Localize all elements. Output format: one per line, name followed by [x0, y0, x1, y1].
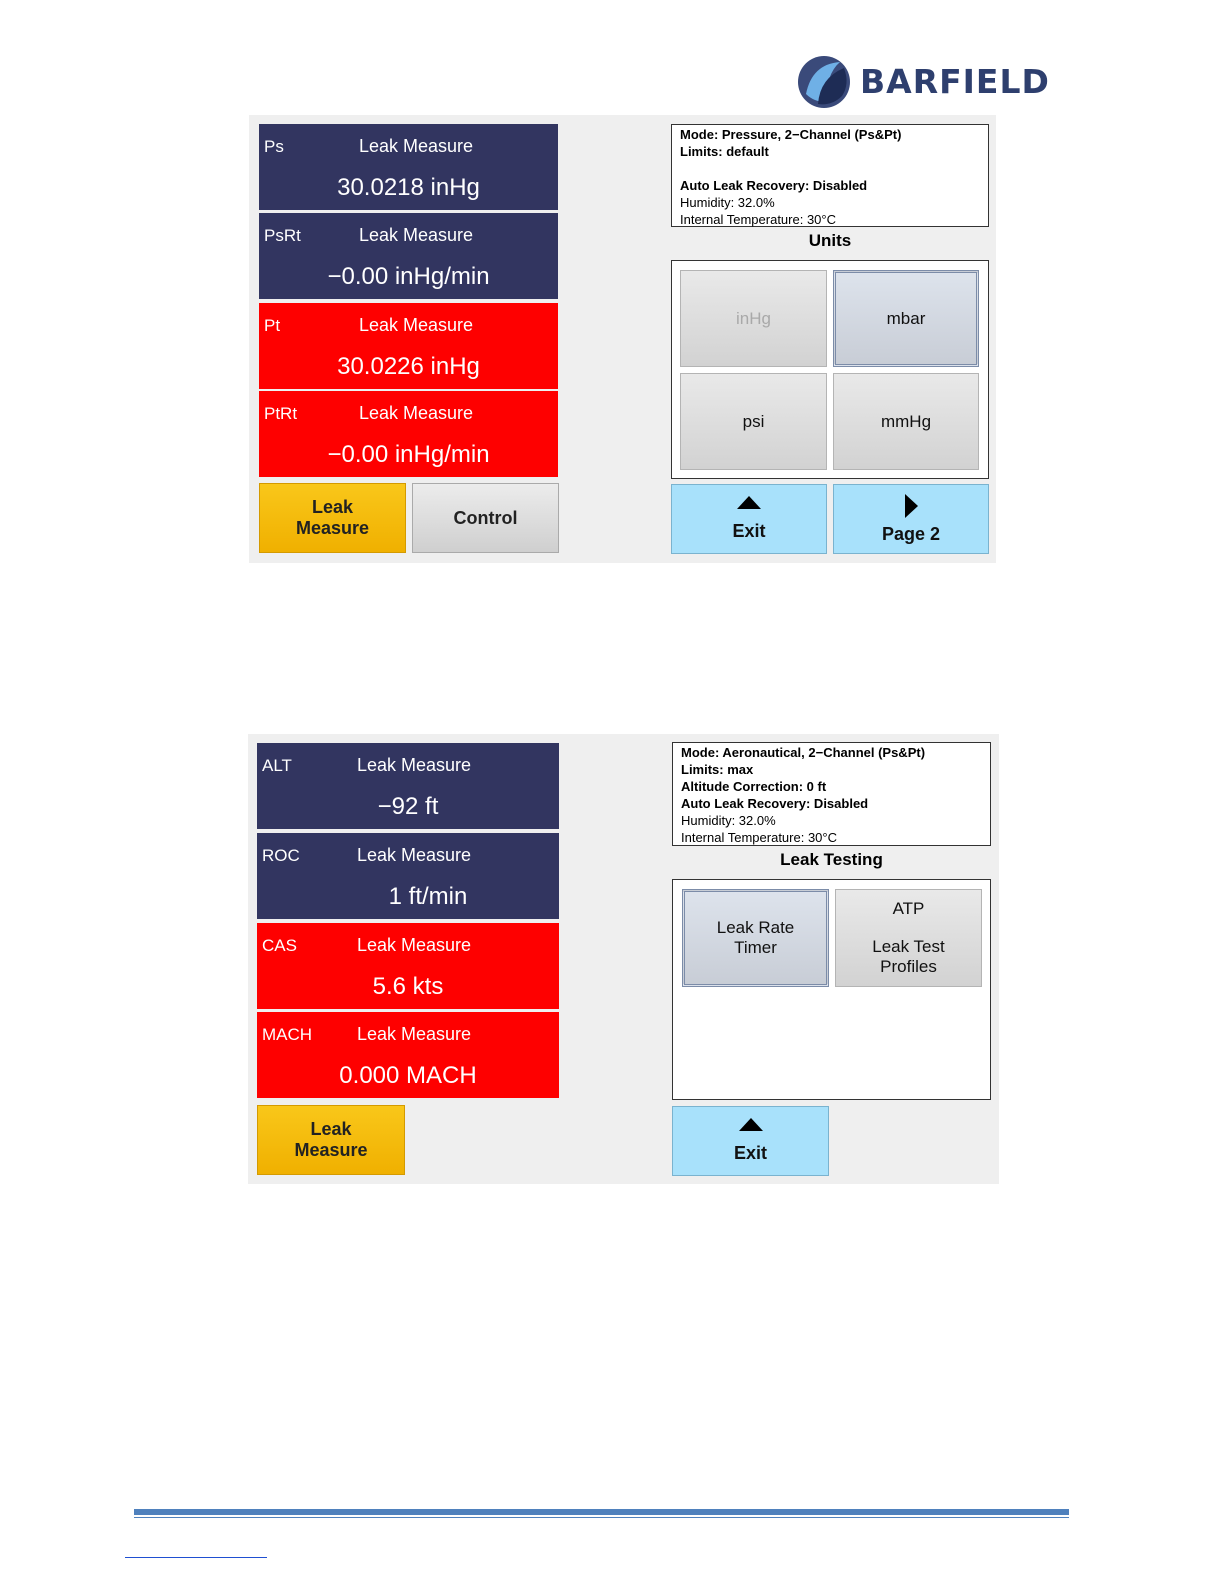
unit-label: mbar	[886, 308, 926, 328]
button-label-line: Measure	[294, 1140, 368, 1160]
tile-psrt[interactable]	[259, 213, 558, 299]
footer-divider	[134, 1509, 1069, 1518]
tile-value: 1 ft/min	[388, 883, 468, 910]
barfield-logo-icon	[796, 54, 852, 110]
section-title: Leak Testing	[780, 850, 883, 869]
leak-measure-button[interactable]	[257, 1105, 405, 1175]
control-button[interactable]	[412, 483, 559, 553]
button-label: Exit	[732, 521, 766, 541]
limits-text: Limits: default	[680, 144, 769, 159]
option-label-line: Leak Rate	[716, 918, 795, 937]
status-info-box	[672, 742, 991, 846]
unit-psi-button[interactable]	[680, 373, 827, 470]
barfield-logo	[796, 52, 1066, 110]
tile-mode: Leak Measure	[359, 315, 474, 335]
unit-mmhg-button[interactable]	[833, 373, 979, 470]
humidity-text: Humidity: 32.0%	[680, 195, 775, 210]
button-label-line: Measure	[295, 518, 370, 538]
altitude-correction-text: Altitude Correction: 0 ft	[681, 779, 827, 794]
mode-text: Mode: Pressure, 2−Channel (Ps&Pt)	[680, 127, 902, 142]
tile-label: ROC	[262, 846, 300, 865]
up-arrow-icon	[739, 1118, 763, 1131]
mode-text: Mode: Aeronautical, 2−Channel (Ps&Pt)	[681, 745, 926, 760]
leak-measure-button[interactable]	[259, 483, 406, 553]
tile-mode: Leak Measure	[357, 1024, 472, 1044]
footer-link-underline[interactable]	[125, 1557, 267, 1558]
exit-button[interactable]	[671, 484, 827, 554]
page-2-button[interactable]	[833, 484, 989, 554]
tile-ptrt[interactable]	[259, 391, 558, 477]
tile-roc[interactable]	[257, 833, 559, 919]
tile-value: 30.0218 inHg	[337, 174, 480, 201]
auto-leak-text: Auto Leak Recovery: Disabled	[680, 178, 868, 193]
pressure-screen	[249, 115, 996, 563]
tile-label: Pt	[264, 316, 281, 335]
leak-testing-frame	[672, 879, 991, 1100]
tile-value: 5.6 kts	[372, 973, 444, 1000]
section-title: Units	[808, 231, 852, 250]
option-label-line: Profiles	[880, 957, 937, 976]
unit-label: psi	[742, 411, 765, 431]
unit-label: inHg	[736, 308, 771, 328]
atp-leak-test-profiles-button[interactable]	[835, 889, 982, 987]
tile-alt[interactable]	[257, 743, 559, 829]
up-arrow-icon	[737, 496, 761, 509]
aeronautical-screen	[248, 734, 999, 1184]
right-arrow-icon	[905, 494, 918, 518]
tile-pt[interactable]	[259, 303, 558, 389]
tile-value: 0.000 MACH	[339, 1062, 477, 1089]
tile-mode: Leak Measure	[357, 755, 472, 775]
button-label: Control	[453, 507, 518, 528]
tile-mode: Leak Measure	[359, 225, 474, 245]
tile-cas[interactable]	[257, 923, 559, 1009]
tile-value: −0.00 inHg/min	[327, 263, 490, 290]
tile-label: PsRt	[264, 226, 301, 245]
tile-mode: Leak Measure	[359, 403, 474, 423]
tile-label: Ps	[264, 137, 284, 156]
tile-mode: Leak Measure	[357, 935, 472, 955]
brand-name: BARFIELD	[860, 62, 1050, 101]
temperature-text: Internal Temperature: 30°C	[681, 830, 837, 845]
auto-leak-text: Auto Leak Recovery: Disabled	[681, 796, 869, 811]
tile-value: 30.0226 inHg	[337, 353, 480, 380]
status-info-box	[671, 124, 989, 227]
limits-text: Limits: max	[681, 762, 754, 777]
unit-inhg-button[interactable]	[680, 270, 827, 367]
button-label-line: Leak	[311, 497, 354, 517]
tile-ps[interactable]	[259, 124, 558, 210]
tile-mode: Leak Measure	[357, 845, 472, 865]
tile-label: MACH	[262, 1025, 313, 1044]
button-label: Page 2	[881, 523, 941, 544]
tile-label: CAS	[262, 936, 297, 955]
tile-label: PtRt	[264, 404, 298, 423]
tile-label: ALT	[262, 756, 292, 775]
button-label-line: Leak	[310, 1119, 352, 1139]
button-label: Exit	[733, 1143, 767, 1163]
option-label-line: Leak Test	[872, 937, 945, 956]
option-label-line: ATP	[892, 899, 925, 918]
leak-rate-timer-button[interactable]	[682, 889, 829, 987]
unit-label: mmHg	[880, 411, 932, 431]
tile-mach[interactable]	[257, 1012, 559, 1098]
humidity-text: Humidity: 32.0%	[681, 813, 776, 828]
exit-button[interactable]	[672, 1106, 829, 1176]
units-frame	[671, 260, 989, 479]
tile-value: −0.00 inHg/min	[327, 441, 490, 468]
temperature-text: Internal Temperature: 30°C	[680, 212, 836, 227]
option-label-line: Timer	[734, 938, 777, 957]
tile-value: −92 ft	[377, 793, 439, 820]
unit-mbar-button[interactable]	[833, 270, 979, 367]
tile-mode: Leak Measure	[359, 136, 474, 156]
